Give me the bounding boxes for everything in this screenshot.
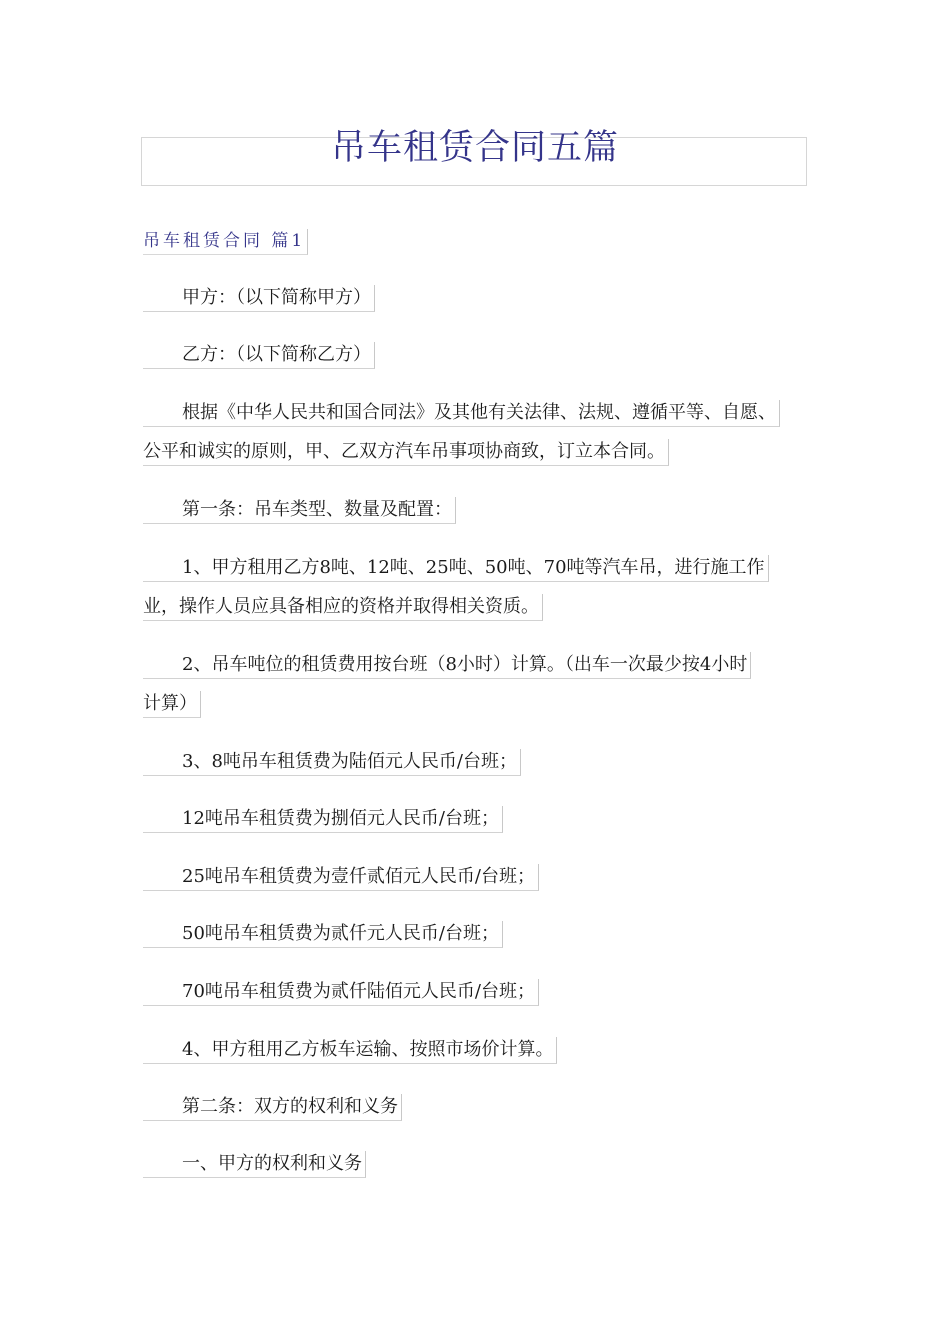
article-1-heading: 第一条：吊车类型、数量及配置： — [143, 497, 456, 524]
clause-4-line: 4、甲方租用乙方板车运输、按照市场价计算。 — [143, 1037, 557, 1064]
page-title: 吊车租赁合同五篇 — [330, 128, 619, 168]
rate-70t-line: 70吨吊车租赁费为贰仟陆佰元人民币/台班； — [143, 979, 539, 1006]
article-2-heading: 第二条：双方的权利和义务 — [143, 1094, 402, 1121]
rate-25t-line: 25吨吊车租赁费为壹仟贰佰元人民币/台班； — [143, 864, 539, 891]
clause-1-line-1: 1、甲方租用乙方8吨、12吨、25吨、50吨、70吨等汽车吊，进行施工作 — [143, 555, 769, 582]
clause-2-line-1: 2、吊车吨位的租赁费用按台班（8小时）计算。（出车一次最少按4小时 — [143, 652, 751, 679]
rate-50t-line: 50吨吊车租赁费为贰仟元人民币/台班； — [143, 921, 503, 948]
rate-8t-line: 3、8吨吊车租赁费为陆佰元人民币/台班； — [143, 749, 521, 776]
preamble-line-1: 根据《中华人民共和国合同法》及其他有关法律、法规、遵循平等、自愿、 — [143, 400, 780, 427]
preamble-line-2: 公平和诚实的原则，甲、乙双方汽车吊事项协商致，订立本合同。 — [143, 439, 669, 466]
party-a-line: 甲方：（以下简称甲方） — [143, 285, 375, 312]
rate-12t-line: 12吨吊车租赁费为捌佰元人民币/台班； — [143, 806, 503, 833]
clause-2-line-2: 计算） — [143, 691, 201, 718]
clause-1-line-2: 业，操作人员应具备相应的资格并取得相关资质。 — [143, 594, 543, 621]
party-a-rights-heading: 一、甲方的权利和义务 — [143, 1151, 366, 1178]
section-heading: 吊车租赁合同 篇1 — [143, 229, 308, 255]
party-b-line: 乙方：（以下简称乙方） — [143, 342, 375, 369]
